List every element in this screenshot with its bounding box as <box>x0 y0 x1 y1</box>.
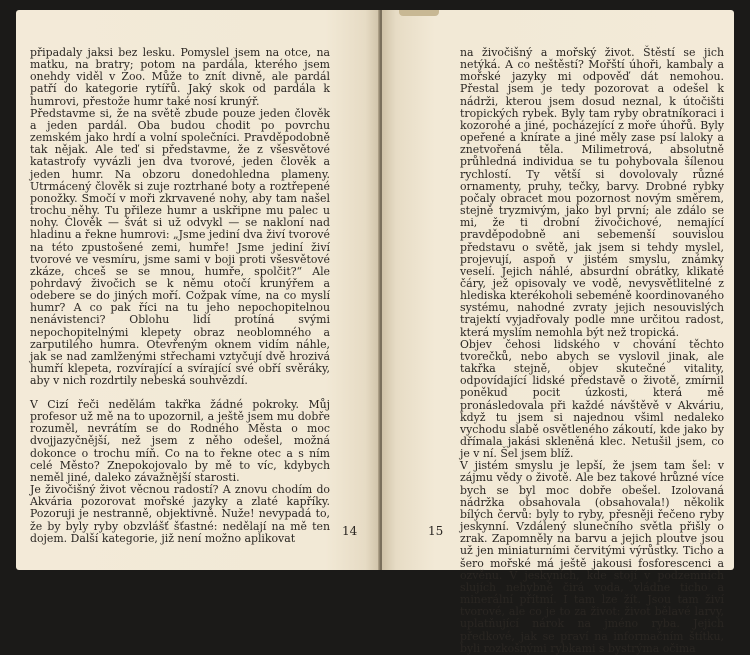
open-book <box>14 10 738 655</box>
left-paragraph-1: připadaly jaksi bez lesku. Pomyslel jsem na otce, na matku, na bratry; potom na pardála, kterého jsem onehdy viděl v Zoo. Může to znít divně, ale pardál patří do kategorie rytířů. Jaký skok od pardála k humrovi, přestože humr také nosí krunýř. <box>30 46 330 108</box>
left-page <box>16 10 380 570</box>
left-paragraph-4: Je živočišný život věcnou radostí? A znovu chodím do Akvária pozorovat mořské jazyky a zlaté kapříky. Pozoruji je nestranně, objektivně. Nuže! nevypadá to, že by byly ryby obzvlášť šťastné: nedělají na mě ten dojem. Další kategorie, již není možno aplikovat <box>30 483 330 545</box>
left-paragraph-3: V Cizí řeči nedělám takřka žádné pokroky. Můj profesor už mě na to upozornil, a ještě jsem mu dobře rozuměl, nevrátím se do Rodného Města o moc dvojjazyčnější, než jsem z něho odešel, možná dokonce o trochu míň. Co na to řekne otec a s ním celé Město? Znepokojovalo by mě to víc, kdybych neměl jiné, daleko závažnější starosti. <box>30 398 330 484</box>
left-page-text-bottom <box>30 399 330 545</box>
right-page-number: 15 <box>428 524 444 538</box>
left-page-number: 14 <box>342 524 358 538</box>
right-page-text <box>460 47 724 655</box>
right-paragraph-3: V jistém smyslu je lepší, že jsem tam šel: v zájmu vědy o životě. Ale bez takové hrůzné více bych se byl moc dobře obešel. Izolovaná nádržka obsahovala (obsahovala!) několik bílých červů: byly to ryby, přesněji řečeno ryby jeskynní. Vzdálený slunečního světla přišly o zrak. Zapomněly na barvu a jejich ploutve jsou už jen miniaturními červitými výrůstky. Ticho a šero mořské má ještě jakousi fosforescenci a ozvěnu. V jeskyních, kde stojí v podzemních slujích nehybně čirá voda, vládne ticho a minerální přítmí. I tam lze žít. Jsou tam živí tvorové, ale co je to za život: život bělavé larvy, uplatňující nárok na jméno ryba. Jejich předkové, jak se praví na informačním štítku, byli rozkošnými rybkami s bystrýma očima <box>460 459 724 655</box>
right-page <box>382 10 734 655</box>
left-paragraph-2: Představme si, že na světě zbude pouze jeden člověk a jeden pardál. Oba budou chodit po povrchu zemském jako hrdí a volní společníci. Pravděpodobně tak nějak. Ale teď si představme, že z všesvětové katastrofy vyvázli jen dva tvorové, jeden člověk a jeden humr. Na obzoru donedohledna plameny. Utrmácený člověk si zuje roztrhané boty a roztřepené ponožky. Smočí v moři zkrvavené nohy, aby tam našel trochu něhy. Tu přileze humr a uskřipne mu palec u nohy. Člověk — švát si už odvykl — se nakloní nad hladinu a řekne humrovi: „Jsme jediní dva živí tvorové na této zpustošené zemi, humře! Jsme jediní živí tvorové ve vesmíru, jsme sami v boji proti všesvětové zkáze, chceš se se mnou, humře, spolčit?“ Ale pohrdavý živočich se k němu otočí krunýřem a odebere se do jiných moří. Cožpak víme, na co myslí humr? A co pak říci na tu jeho nepochopitelnou nenávistenci? Oblohu lidí protíná svými nepochopitelnými klepety obraz neoblomného a zarputilého humra. Otevřeným oknem vidím náhle, jak se nad zamlženými střechami vztyčují dvě hrozivá humří klepeta, rozvírající a svírající své obří svěráky, aby v nich rozdrtily nebeská souhvězdí. <box>30 106 330 388</box>
right-paragraph-1: na živočišný a mořský život. Štěstí se jich netýká. A co neštěstí? Mořští úhoři, kambaly a mořské jazyky mi odpověď dát nemohou. Přestal jsem je tedy pozorovat a odešel k nádrži, kterou jsem dosud neznal, k útočišti tropických rybek. Byly tam ryby obratníkoraci i kozorohé a jiné, pocházející z moře úhořů. Byly opeřené a knírate a jiné měly zase psí laloky a znetvořená těla. Milimetrová, absolutně průhledná individua se tu pohybovala šílenou rychlostí. Ty větší si dovolovaly různé ornamenty, pruhy, tečky, barvy. Drobné rybky počaly obracet mou pozornost novým směrem, stejně tryzmivým, jako byl první; ale zdálo se mi, že ti drobní živočichové, nemající pravděpodobně ani sebemenší souvislou představu o světě, jak jsem si tehdy myslel, projevují, aspoň v jistém smyslu, známky veselí. Jejich náhlé, absurdní obrátky, klikaté čáry, jež opisovaly ve vodě, nevysvětlitelné z hlediska kterékoholi sebeméně koordinovaného systému, nahodné zvraty jejich nesouvislých trajektí vyjadřovaly podle mne určitou radost, která myslím nemohla být než tropická. <box>460 46 724 339</box>
right-paragraph-2: Objev čehosi lidského v chování těchto tvorečků, nebo abych se vyslovil jinak, ale takřka stejně, objev skutečné vitality, odpovídající lidské představě o životě, zmírnil poněkud pocit úzkosti, která mě pronásledovala při každé návštěvě v Akváriu, když tu jsem si najednou všiml nedaleko vychodu slabě osvětleného zákoutí, kde jako by dřímala jakási skleněná klec. Netušil jsem, co je v ní. Šel jsem blíž. <box>460 337 724 461</box>
bookmark-ribbon <box>399 10 439 16</box>
left-page-text-top <box>30 47 330 387</box>
